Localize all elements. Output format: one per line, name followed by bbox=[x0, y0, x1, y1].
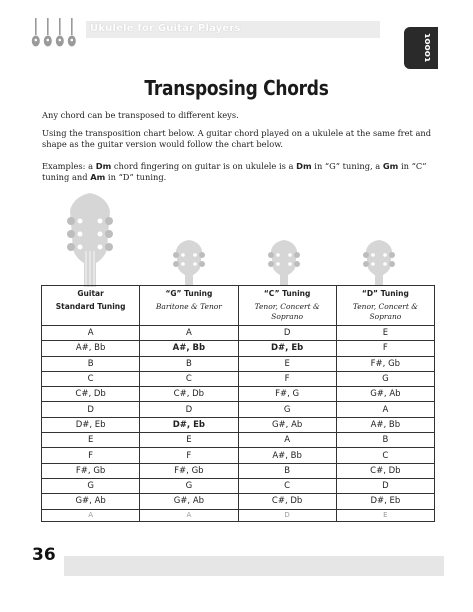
table-row bbox=[42, 326, 435, 341]
table-cell: A#, Bb bbox=[140, 341, 238, 356]
table-cell: C#, Db bbox=[238, 494, 336, 509]
table-cell: A bbox=[238, 433, 336, 448]
table-cell: F#, Gb bbox=[336, 356, 434, 371]
table-cell: A bbox=[140, 509, 238, 521]
table-row bbox=[42, 494, 435, 509]
table-cell: F bbox=[140, 448, 238, 463]
chapter-tab-label: ɿoooɿ bbox=[422, 33, 432, 63]
table-cell: G#, Ab bbox=[140, 494, 238, 509]
table-row bbox=[42, 478, 435, 493]
table-row bbox=[42, 341, 435, 356]
table-cell: B bbox=[42, 356, 140, 371]
header-g-tuning: “G” Tuning Baritone & Tenor bbox=[140, 286, 238, 326]
table-cell: C bbox=[336, 448, 434, 463]
table-body bbox=[42, 326, 435, 522]
table-row bbox=[42, 509, 435, 521]
table-cell: A bbox=[336, 402, 434, 417]
table-cell: A bbox=[140, 326, 238, 341]
table-row bbox=[42, 417, 435, 432]
table-cell: G#, Ab bbox=[238, 417, 336, 432]
page-number: 36 bbox=[32, 545, 56, 565]
table-row bbox=[42, 387, 435, 402]
table-cell: G#, Ab bbox=[336, 387, 434, 402]
table-header-row bbox=[42, 286, 435, 326]
table-cell: B bbox=[336, 433, 434, 448]
table-row bbox=[42, 463, 435, 478]
footer-bar bbox=[64, 556, 444, 576]
table-cell: G bbox=[140, 478, 238, 493]
intro-line-1: Any chord can be transposed to different keys. bbox=[42, 110, 239, 120]
table-cell: F bbox=[336, 341, 434, 356]
table-cell: D#, Eb bbox=[336, 494, 434, 509]
table-cell: A#, Bb bbox=[336, 417, 434, 432]
g-tuning-headstock-icon bbox=[172, 238, 206, 286]
table-row bbox=[42, 448, 435, 463]
guitar-headstock-icon bbox=[66, 191, 114, 287]
intro-line-2: Using the transposition chart below. A guitar chord played on a ukulele at the same fret and shape as the guitar version would follow the chart below. bbox=[42, 128, 432, 149]
table-cell: F#, Gb bbox=[42, 463, 140, 478]
transposition-table bbox=[41, 285, 435, 522]
table-cell: A bbox=[42, 509, 140, 521]
table-cell: G bbox=[336, 371, 434, 386]
table-row bbox=[42, 433, 435, 448]
table-cell: B bbox=[140, 356, 238, 371]
table-cell: D#, Eb bbox=[238, 341, 336, 356]
table-cell: F#, Gb bbox=[140, 463, 238, 478]
ukulele-icons bbox=[29, 17, 81, 49]
table-cell: G bbox=[42, 478, 140, 493]
d-tuning-headstock-icon bbox=[362, 238, 396, 286]
table-cell: C bbox=[140, 371, 238, 386]
table-cell: D bbox=[238, 326, 336, 341]
table-cell: D bbox=[140, 402, 238, 417]
table-row bbox=[42, 356, 435, 371]
table-cell: F bbox=[42, 448, 140, 463]
header-title: Ukulele for Guitar Players bbox=[90, 23, 241, 34]
table-cell: E bbox=[140, 433, 238, 448]
c-tuning-headstock-icon bbox=[267, 238, 301, 286]
table-cell: F#, G bbox=[238, 387, 336, 402]
table-cell: C#, Db bbox=[42, 387, 140, 402]
table-cell: C#, Db bbox=[140, 387, 238, 402]
header-d-tuning: “D” Tuning Tenor, Concert & Soprano bbox=[336, 286, 434, 326]
table-cell: D bbox=[336, 478, 434, 493]
table-cell: F bbox=[238, 371, 336, 386]
table-cell: C#, Db bbox=[336, 463, 434, 478]
header-guitar: Guitar Standard Tuning bbox=[42, 286, 140, 326]
page-title: Transposing Chords bbox=[144, 76, 329, 100]
table-cell: G#, Ab bbox=[42, 494, 140, 509]
table-cell: A bbox=[42, 326, 140, 341]
table-row bbox=[42, 402, 435, 417]
table-row bbox=[42, 371, 435, 386]
table-cell: C bbox=[238, 478, 336, 493]
table-cell: G bbox=[238, 402, 336, 417]
header-c-tuning: “C” Tuning Tenor, Concert & Soprano bbox=[238, 286, 336, 326]
table-cell: A#, Bb bbox=[238, 448, 336, 463]
table-cell: E bbox=[336, 326, 434, 341]
table-cell: E bbox=[238, 356, 336, 371]
table-cell: A#, Bb bbox=[42, 341, 140, 356]
table-cell: D#, Eb bbox=[42, 417, 140, 432]
intro-examples: Examples: a Dm chord fingering on guitar is on ukulele is a Dm in “G” tuning, a Gm in “C” tuning and Am in “D” tuning. bbox=[42, 161, 427, 182]
table-cell: D#, Eb bbox=[140, 417, 238, 432]
table-cell: D bbox=[42, 402, 140, 417]
table-cell: D bbox=[238, 509, 336, 521]
table-cell: E bbox=[336, 509, 434, 521]
table-cell: C bbox=[42, 371, 140, 386]
table-cell: E bbox=[42, 433, 140, 448]
table-cell: B bbox=[238, 463, 336, 478]
